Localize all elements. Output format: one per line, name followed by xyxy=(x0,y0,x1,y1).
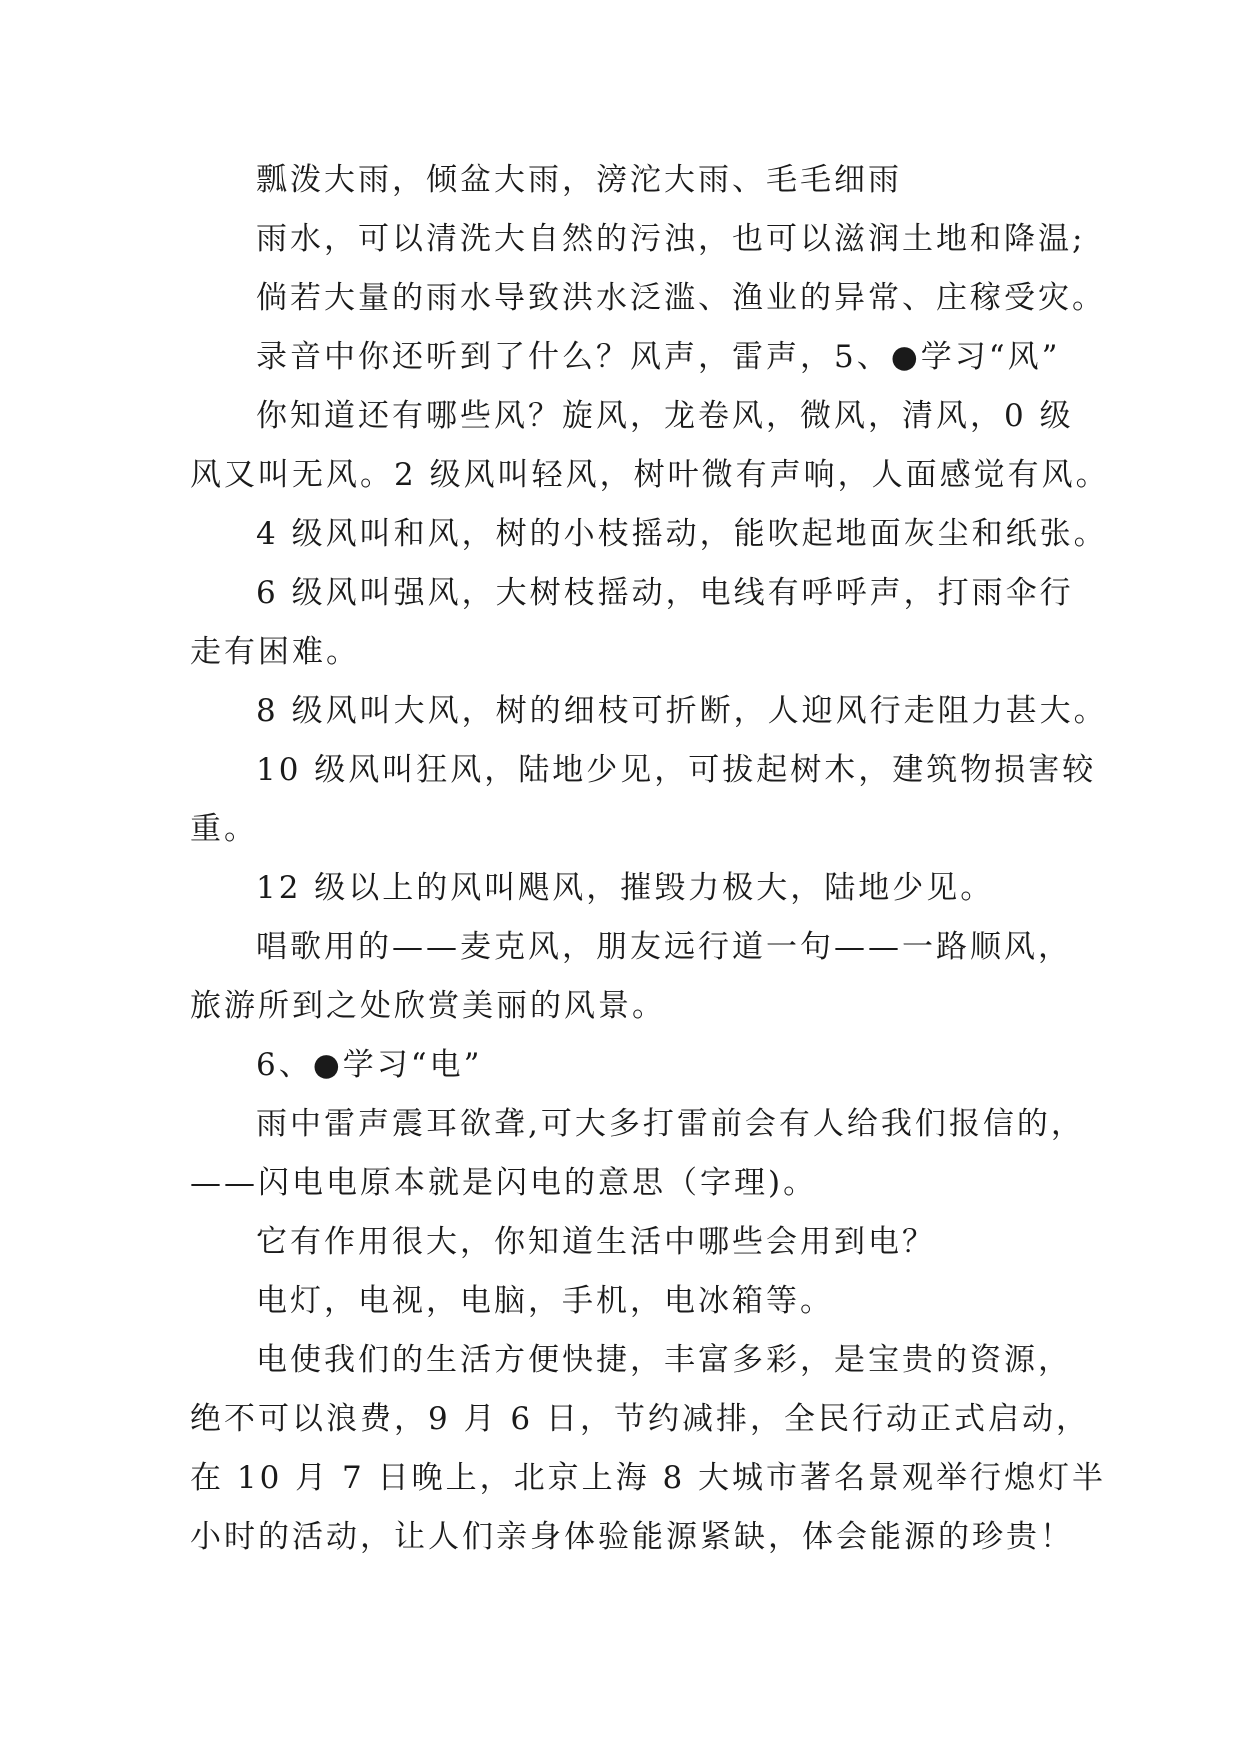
text-line: 小时的活动，让人们亲身体验能源紧缺，体会能源的珍贵！ xyxy=(190,1519,1074,1555)
text-line: 它有作用很大，你知道生活中哪些会用到电？ xyxy=(256,1224,936,1260)
section-heading: 6、●学习“电” xyxy=(256,1047,483,1083)
text-line: 10 级风叫狂风，陆地少见，可拔起树木，建筑物损害较 xyxy=(256,752,1097,788)
text-line: 绝不可以浪费，9 月 6 日，节约减排，全民行动正式启动， xyxy=(190,1401,1091,1437)
text-line: 倘若大量的雨水导致洪水泛滥、渔业的异常、庄稼受灾。 xyxy=(256,280,1106,316)
text-line: 6 级风叫强风，大树枝摇动，电线有呼呼声，打雨伞行 xyxy=(256,575,1074,611)
text-line: 唱歌用的——麦克风，朋友远行道一句——一路顺风， xyxy=(256,929,1072,965)
text-line: 电使我们的生活方便快捷，丰富多彩，是宝贵的资源， xyxy=(256,1342,1072,1378)
text-line: ——闪电电原本就是闪电的意思（字理)。 xyxy=(190,1165,818,1201)
text-line: 电灯，电视，电脑，手机，电冰箱等。 xyxy=(256,1283,834,1319)
text-line: 旅游所到之处欣赏美丽的风景。 xyxy=(190,988,666,1024)
text-line: 12 级以上的风叫飓风，摧毁力极大，陆地少见。 xyxy=(256,870,995,906)
text-line: 瓢泼大雨，倾盆大雨，滂沱大雨、毛毛细雨 xyxy=(256,162,902,198)
text-line: 4 级风叫和风，树的小枝摇动，能吹起地面灰尘和纸张。 xyxy=(256,516,1108,552)
text-line: 你知道还有哪些风？旋风，龙卷风，微风，清风，0 级 xyxy=(256,398,1074,434)
text-line: 8 级风叫大风，树的细枝可折断，人迎风行走阻力甚大。 xyxy=(256,693,1108,729)
text-line: 重。 xyxy=(190,811,258,847)
text-line: 风又叫无风。2 级风叫轻风，树叶微有声响，人面感觉有风。 xyxy=(190,457,1110,493)
text-line: 在 10 月 7 日晚上，北京上海 8 大城市著名景观举行熄灯半 xyxy=(190,1460,1107,1496)
text-line: 走有困难。 xyxy=(190,634,360,670)
text-line: 录音中你还听到了什么？风声，雷声，5、●学习“风” xyxy=(256,339,1061,375)
text-line: 雨水，可以清洗大自然的污浊，也可以滋润土地和降温; xyxy=(256,221,1086,257)
text-line: 雨中雷声震耳欲聋,可大多打雷前会有人给我们报信的， xyxy=(256,1106,1085,1142)
